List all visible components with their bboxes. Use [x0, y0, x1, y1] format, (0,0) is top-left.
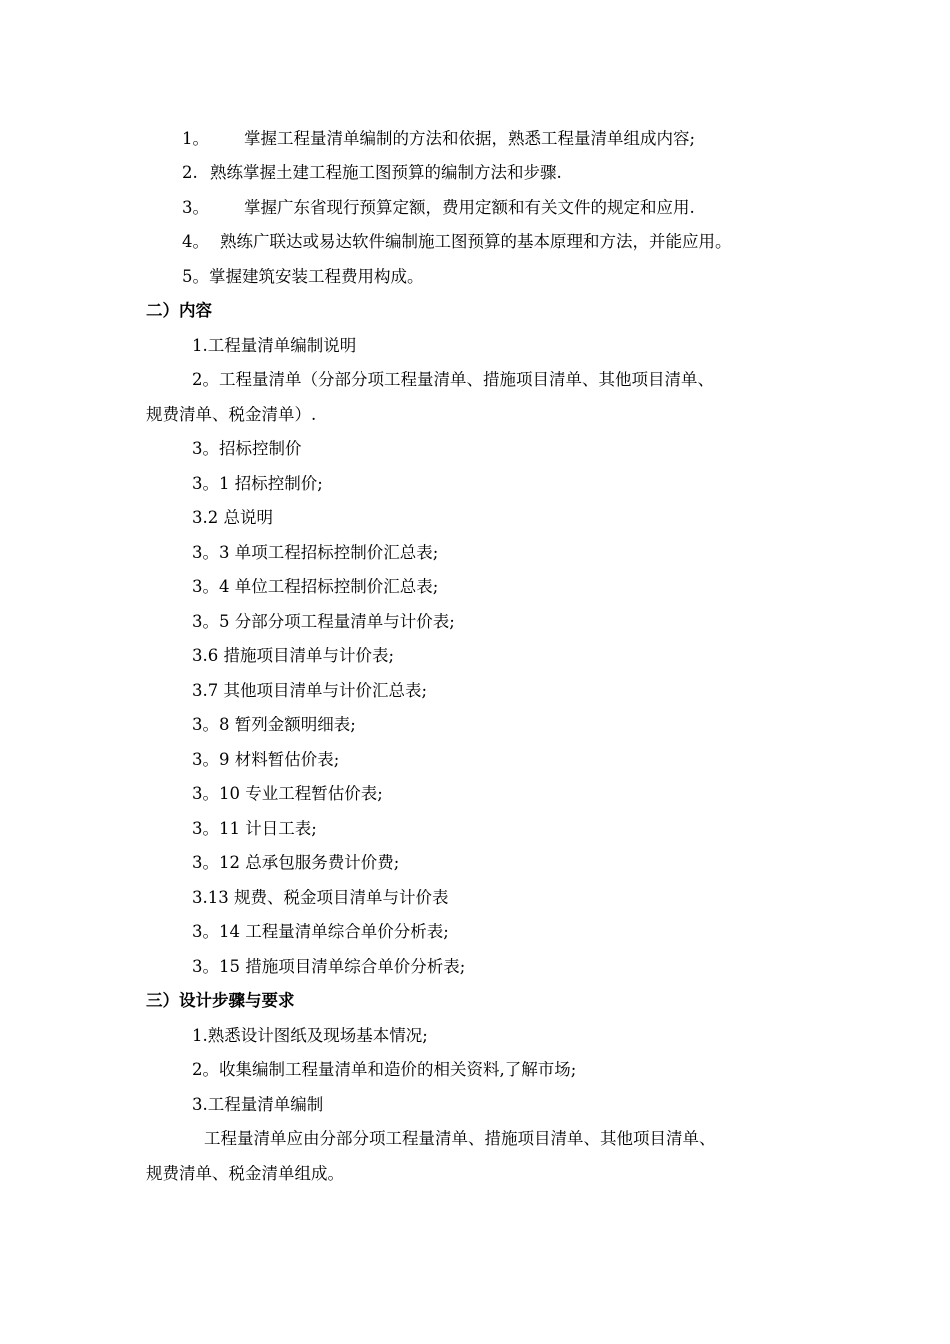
subitem: 3。8 暂列金额明细表;: [192, 715, 356, 734]
steps-item-3: 3.工程量清单编制: [192, 1095, 324, 1114]
objective-number: 1。: [182, 129, 209, 148]
section-heading-content: 二）内容: [146, 301, 212, 320]
subitem: 3.13 规费、税金项目清单与计价表: [192, 888, 449, 907]
steps-paragraph-line1: 工程量清单应由分部分项工程量清单、措施项目清单、其他项目清单、: [204, 1129, 716, 1148]
objective-text: 掌握广东省现行预算定额，费用定额和有关文件的规定和应用.: [244, 198, 695, 217]
objective-number: 3。: [182, 198, 209, 217]
objective-1: [182, 128, 695, 150]
section-heading-steps: 三）设计步骤与要求: [146, 991, 295, 1010]
objective-3: [182, 197, 695, 219]
objective-number: 4。: [182, 232, 209, 251]
content-item-3: 3。招标控制价: [192, 439, 302, 458]
content-item-2-line2: 规费清单、税金清单）.: [146, 405, 317, 424]
steps-item-1: 1.熟悉设计图纸及现场基本情况;: [192, 1026, 428, 1045]
objective-2: [182, 162, 562, 184]
subitem: 3。12 总承包服务费计价费;: [192, 853, 400, 872]
subitem: 3.7 其他项目清单与计价汇总表;: [192, 681, 428, 700]
subitem: 3。14 工程量清单综合单价分析表;: [192, 922, 449, 941]
steps-paragraph-line2: 规费清单、税金清单组成。: [146, 1164, 344, 1183]
content-item-2-line1: 2。工程量清单（分部分项工程量清单、措施项目清单、其他项目清单、: [192, 370, 714, 389]
content-item-1: 1.工程量清单编制说明: [192, 336, 357, 355]
objective-number: 2.: [182, 163, 198, 182]
subitem: 3。4 单位工程招标控制价汇总表;: [192, 577, 439, 596]
subitem: 3.6 措施项目清单与计价表;: [192, 646, 395, 665]
subitem: 3。10 专业工程暂估价表;: [192, 784, 383, 803]
subitem: 3。1 招标控制价;: [192, 474, 323, 493]
steps-item-2: 2。收集编制工程量清单和造价的相关资料,了解市场;: [192, 1060, 577, 1079]
objective-number: 5。: [182, 267, 209, 286]
objective-text: 掌握工程量清单编制的方法和依据，熟悉工程量清单组成内容;: [244, 129, 696, 148]
objective-text: 熟练广联达或易达软件编制施工图预算的基本原理和方法，并能应用。: [220, 232, 732, 251]
subitem: 3.2 总说明: [192, 508, 273, 527]
subitem: 3。9 材料暂估价表;: [192, 750, 340, 769]
objective-text: 熟练掌握土建工程施工图预算的编制方法和步骤.: [210, 163, 562, 182]
subitem: 3。5 分部分项工程量清单与计价表;: [192, 612, 455, 631]
subitem: 3。11 计日工表;: [192, 819, 317, 838]
objective-text: 掌握建筑安装工程费用构成。: [209, 267, 424, 286]
objective-4: [182, 231, 732, 253]
subitem: 3。15 措施项目清单综合单价分析表;: [192, 957, 466, 976]
objective-5: [182, 266, 424, 288]
subitem: 3。3 单项工程招标控制价汇总表;: [192, 543, 439, 562]
